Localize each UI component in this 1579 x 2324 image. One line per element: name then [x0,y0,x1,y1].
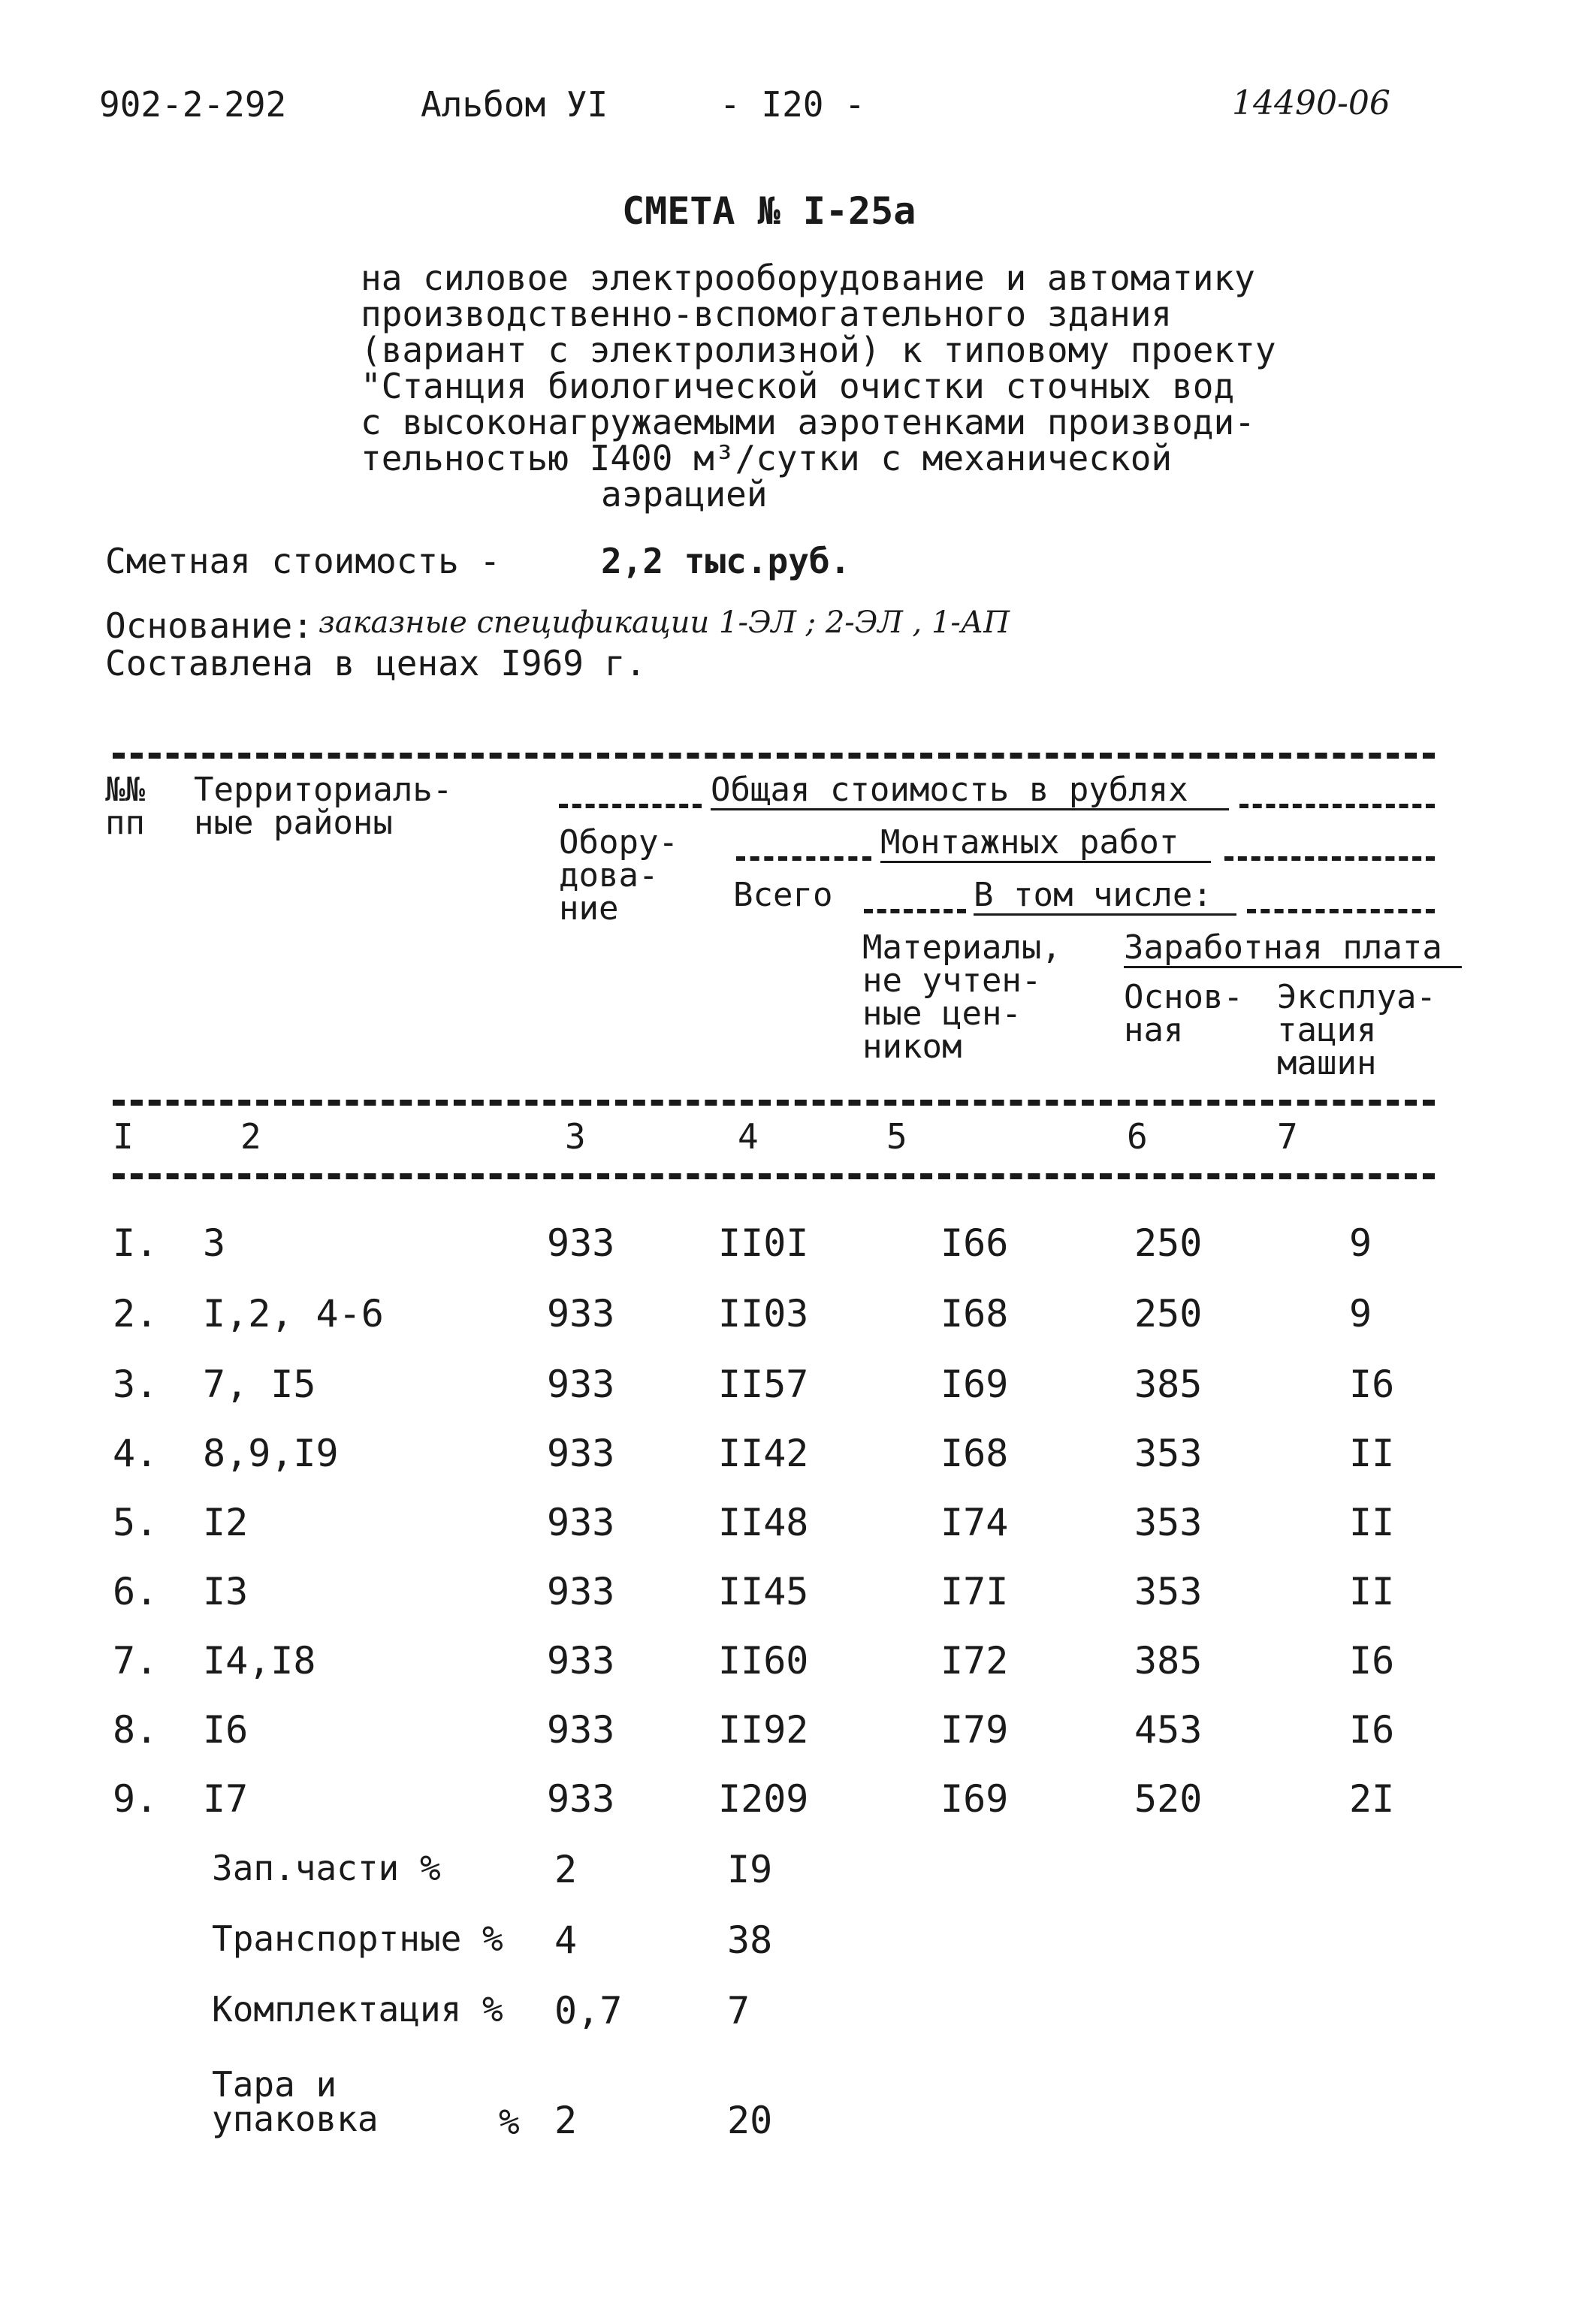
subject-line-5: с высоконагружаемыми аэротенками производи- [361,402,1255,442]
row-num: 8. [113,1708,159,1752]
row-basic-wage: 353 [1134,1570,1203,1613]
extra-sum: 20 [727,2099,773,2142]
incl-trail-dash [1247,909,1435,913]
install-underline [880,861,1211,863]
col-header-all: Всего [733,876,833,914]
row-machines: II [1349,1432,1395,1475]
row-materials: I72 [940,1639,1009,1683]
col-number-3: 3 [565,1116,586,1157]
row-num: 7. [113,1639,159,1683]
composed-prices: Составлена в ценах I969 г. [105,643,647,684]
row-machines: 9 [1349,1221,1372,1265]
row-materials: I69 [940,1363,1009,1406]
row-equipment: 933 [547,1363,615,1406]
extra-label: Комплектация % [212,1989,503,2030]
col-number-4: 4 [738,1116,759,1157]
row-num: 6. [113,1570,159,1613]
row-basic-wage: 385 [1134,1639,1203,1683]
extra-label: Тара и упаковка [212,2064,379,2139]
basis-value: заказные спецификации 1-ЭЛ ; 2-ЭЛ , 1-АП [319,605,1010,640]
row-total: II48 [718,1501,809,1544]
extra-percent: 4 [554,1918,578,1962]
row-basic-wage: 453 [1134,1708,1203,1752]
col-header-basic: Основ- ная [1124,978,1243,1049]
col-number-6: 6 [1127,1116,1148,1157]
row-num: 5. [113,1501,159,1544]
row-machines: 2I [1349,1777,1395,1821]
row-equipment: 933 [547,1639,615,1683]
row-num: 9. [113,1777,159,1821]
row-machines: I6 [1349,1363,1395,1406]
row-basic-wage: 353 [1134,1501,1203,1544]
col-number-1: I [113,1116,134,1157]
col-header-incl: В том числе: [974,876,1212,914]
col-header-machines: Эксплуа- тация машин [1277,978,1436,1082]
header-bottom-rule [113,1100,1435,1106]
row-equipment: 933 [547,1501,615,1544]
total-underline [711,808,1229,810]
row-materials: I74 [940,1501,1009,1544]
row-materials: I68 [940,1292,1009,1336]
row-district: 7, I5 [203,1363,316,1406]
row-district: I,2, 4-6 [203,1292,384,1336]
row-materials: I79 [940,1708,1009,1752]
total-trail-dash [1239,804,1435,808]
row-total: II60 [718,1639,809,1683]
row-total: II57 [718,1363,809,1406]
col-header-wages: Заработная плата [1124,928,1442,967]
row-total: II45 [718,1570,809,1613]
document-title: СМЕТА № I-25а [622,189,916,233]
page-number: - I20 - [720,84,865,125]
row-district: I6 [203,1708,249,1752]
extra-sum: I9 [727,1848,773,1891]
row-machines: I6 [1349,1639,1395,1683]
project-code: 902-2-292 [99,84,287,125]
col-number-5: 5 [886,1116,907,1157]
row-district: I2 [203,1501,249,1544]
subject-line-4: "Станция биологической очистки сточных вод [361,366,1235,406]
row-num: I. [113,1221,159,1265]
row-materials: I69 [940,1777,1009,1821]
row-equipment: 933 [547,1432,615,1475]
row-total: II42 [718,1432,809,1475]
row-equipment: 933 [547,1221,615,1265]
doc-number: 14490-06 [1232,84,1390,122]
total-lead-dash [559,804,702,808]
extra-percent: 2 [554,1848,578,1891]
row-district: 3 [203,1221,226,1265]
row-equipment: 933 [547,1708,615,1752]
subject-line-6: тельностью I400 м³/сутки с механической [361,438,1173,478]
row-basic-wage: 250 [1134,1292,1203,1336]
row-machines: I6 [1349,1708,1395,1752]
row-basic-wage: 250 [1134,1221,1203,1265]
row-district: I7 [203,1777,249,1821]
col-header-total: Общая стоимость в рублях [711,771,1188,809]
cost-value: 2,2 тыс.руб. [601,541,851,581]
row-total: II92 [718,1708,809,1752]
col-number-7: 7 [1277,1116,1298,1157]
incl-lead-dash [864,909,966,913]
extra-percent: 2 [554,2099,578,2142]
col-number-2: 2 [240,1116,261,1157]
row-materials: I68 [940,1432,1009,1475]
extra-percent-sign: % [499,2102,520,2142]
incl-underline [974,913,1236,916]
album-label: Альбом УI [421,84,608,125]
row-district: 8,9,I9 [203,1432,339,1475]
extra-sum: 38 [727,1918,773,1962]
row-equipment: 933 [547,1570,615,1613]
col-header-num: №№ пп [105,771,145,842]
col-header-district: Территориаль- ные районы [194,771,453,842]
row-num: 2. [113,1292,159,1336]
row-machines: 9 [1349,1292,1372,1336]
row-equipment: 933 [547,1292,615,1336]
col-header-equipment: Обору- дова- ние [559,823,678,928]
install-lead-dash [736,856,871,861]
table-top-rule [113,753,1435,759]
row-materials: I66 [940,1221,1009,1265]
row-num: 4. [113,1432,159,1475]
subject-line-2: производственно-вспомогательного здания [361,294,1173,334]
row-machines: II [1349,1501,1395,1544]
col-header-materials: Материалы, не учтен- ные цен- ником [862,928,1061,1066]
row-equipment: 933 [547,1777,615,1821]
row-total: I209 [718,1777,809,1821]
row-machines: II [1349,1570,1395,1613]
row-basic-wage: 520 [1134,1777,1203,1821]
row-total: II03 [718,1292,809,1336]
extra-label: Транспортные % [212,1918,503,1959]
subject-line-7: аэрацией [601,474,768,515]
row-district: I3 [203,1570,249,1613]
subject-line-1: на силовое электрооборудование и автоматику [361,258,1255,298]
col-header-install: Монтажных работ [880,823,1179,862]
row-num: 3. [113,1363,159,1406]
cost-label: Сметная стоимость - [105,541,501,581]
wages-underline [1124,966,1462,968]
row-basic-wage: 353 [1134,1432,1203,1475]
row-basic-wage: 385 [1134,1363,1203,1406]
extra-percent: 0,7 [554,1989,623,2033]
extra-sum: 7 [727,1989,750,2033]
subject-line-3: (вариант с электролизной) к типовому проекту [361,330,1276,370]
row-materials: I7I [940,1570,1009,1613]
numbers-bottom-rule [113,1173,1435,1179]
extra-label: Зап.части % [212,1848,441,1888]
row-total: II0I [718,1221,809,1265]
install-trail-dash [1224,856,1435,861]
row-district: I4,I8 [203,1639,316,1683]
basis-label: Основание: [105,605,313,646]
